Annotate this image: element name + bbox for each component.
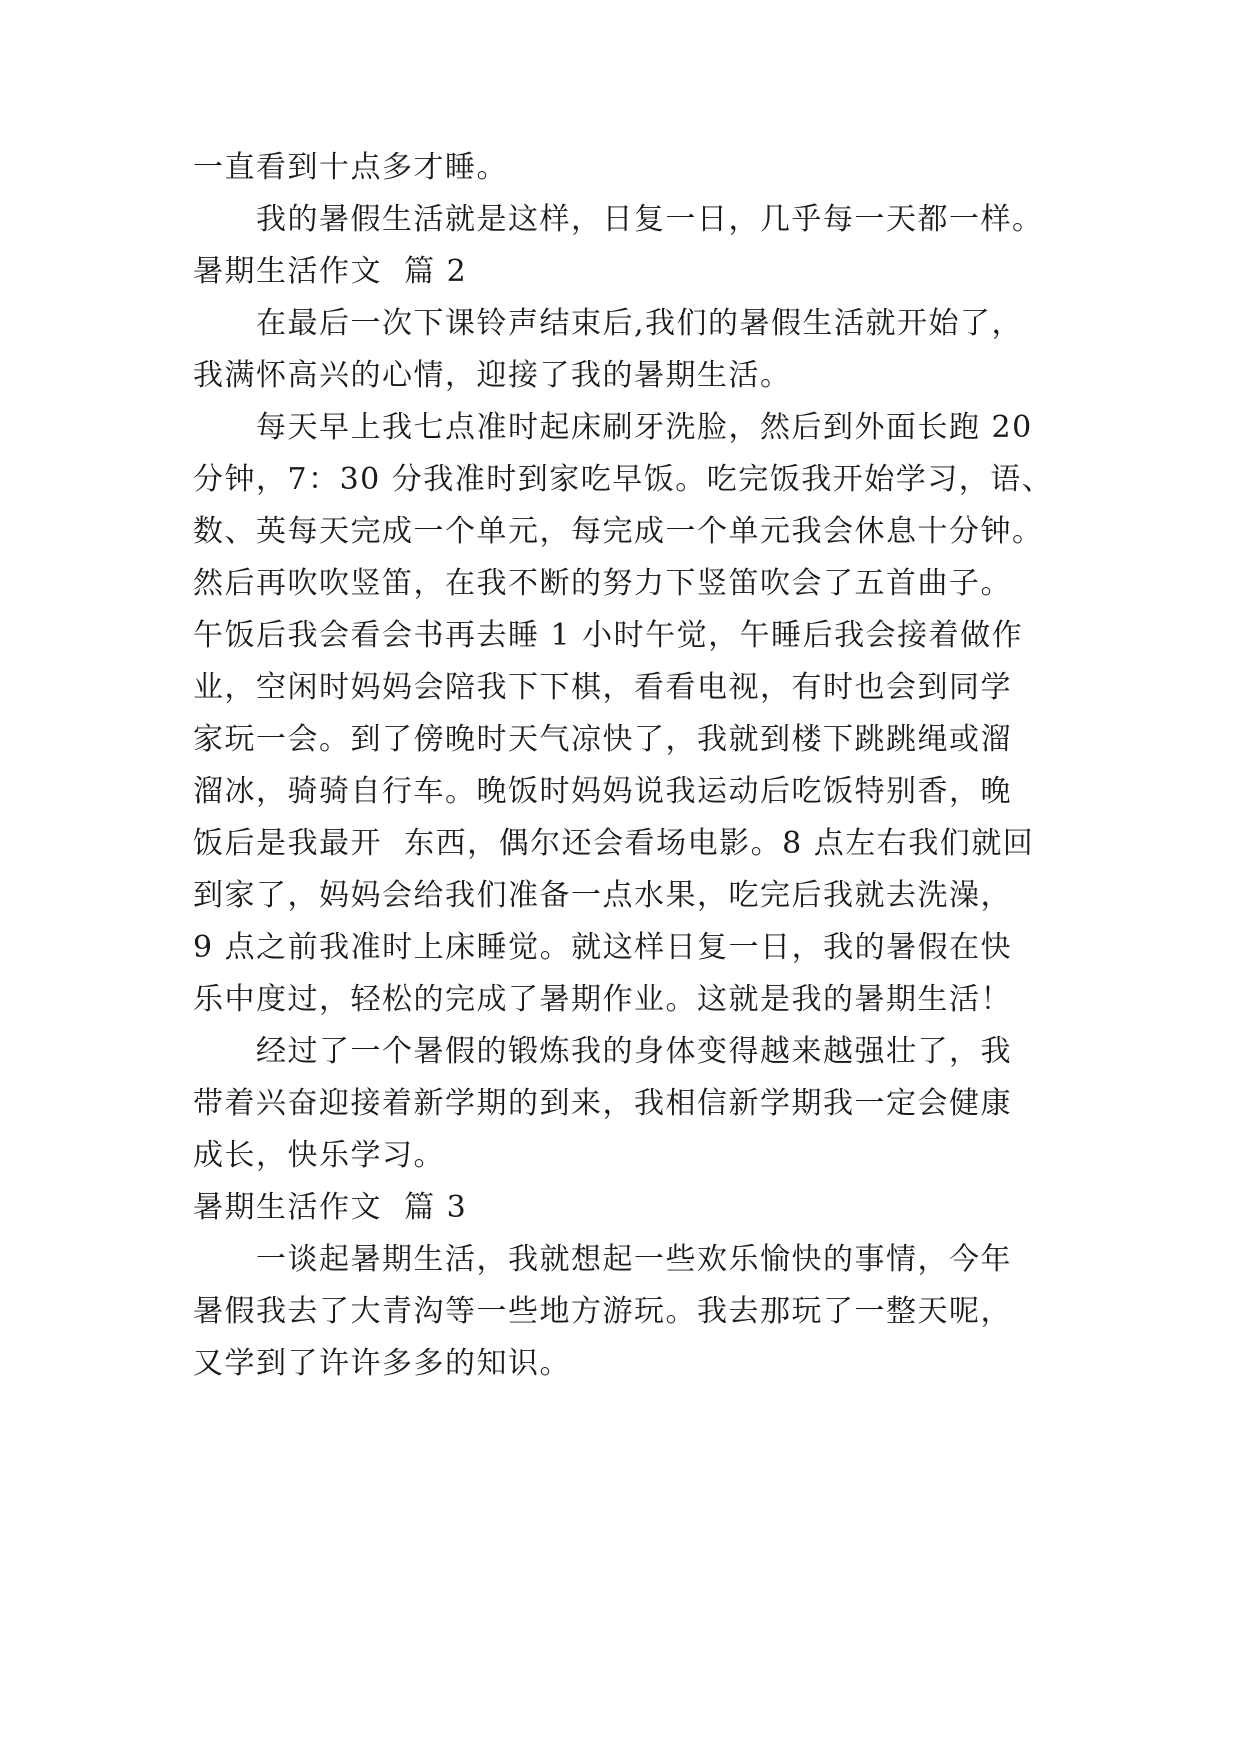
text-line: 暑假我去了大青沟等一些地方游玩。我去那玩了一整天呢， (193, 1294, 1012, 1329)
text-line: 我满怀高兴的心情，迎接了我的暑期生活。 (193, 358, 792, 393)
text-line: 又学到了许许多多的知识。 (193, 1346, 571, 1381)
paragraph-line: 一谈起暑期生活，我就想起一些欢乐愉快的事情，今年 (256, 1242, 1012, 1277)
section-heading: 暑期生活作文 篇 3 (193, 1190, 468, 1225)
paragraph-line: 在最后一次下课铃声结束后,我们的暑假生活就开始了， (256, 306, 1024, 341)
text-line: 一直看到十点多才睡。 (193, 150, 508, 185)
text-line: 分钟，7：30 分我准时到家吃早饭。吃完饭我开始学习，语、 (193, 462, 1054, 497)
section-heading: 暑期生活作文 篇 2 (193, 254, 468, 289)
text-line: 业，空闲时妈妈会陪我下下棋，看看电视，有时也会到同学 (193, 670, 1012, 705)
text-line: 带着兴奋迎接着新学期的到来，我相信新学期我一定会健康 (193, 1086, 1012, 1121)
paragraph-line: 经过了一个暑假的锻炼我的身体变得越来越强壮了，我 (256, 1034, 1012, 1069)
paragraph-line: 每天早上我七点准时起床刷牙洗脸，然后到外面长跑 20 (256, 410, 1033, 445)
text-line: 到家了，妈妈会给我们准备一点水果，吃完后我就去洗澡， (193, 878, 1012, 913)
text-line: 家玩一会。到了傍晚时天气凉快了，我就到楼下跳跳绳或溜 (193, 722, 1012, 757)
text-line: 然后再吹吹竖笛，在我不断的努力下竖笛吹会了五首曲子。 (193, 566, 1012, 601)
text-line: 9 点之前我准时上床睡觉。就这样日复一日，我的暑假在快 (193, 930, 1013, 965)
text-line: 乐中度过，轻松的完成了暑期作业。这就是我的暑期生活！ (193, 982, 1012, 1017)
text-line: 午饭后我会看会书再去睡 1 小时午觉，午睡后我会接着做作 (193, 618, 1024, 653)
text-line: 成长，快乐学习。 (193, 1138, 445, 1173)
text-line: 数、英每天完成一个单元，每完成一个单元我会休息十分钟。 (193, 514, 1044, 549)
text-line: 饭后是我最开 东西，偶尔还会看场电影。8 点左右我们就回 (193, 826, 1035, 861)
text-line: 溜冰，骑骑自行车。晚饭时妈妈说我运动后吃饭特别香，晚 (193, 774, 1012, 809)
paragraph-line: 我的暑假生活就是这样，日复一日，几乎每一天都一样。 (256, 202, 1044, 237)
